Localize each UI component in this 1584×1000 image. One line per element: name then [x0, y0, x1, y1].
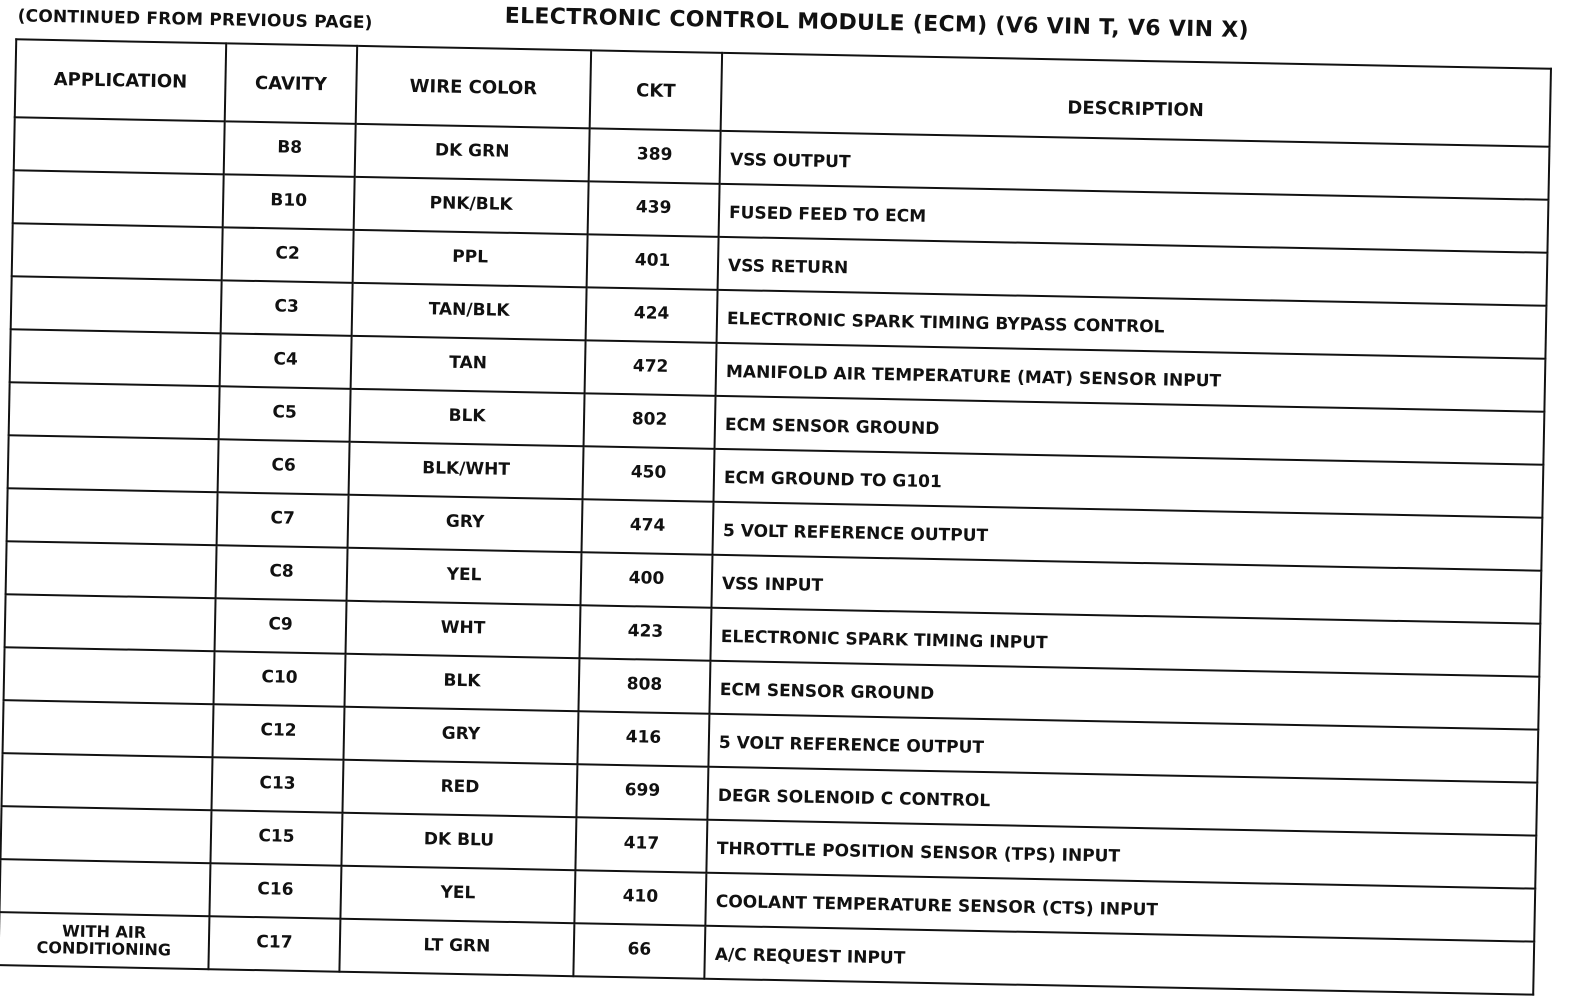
cell-wire-color: TAN/BLK: [352, 283, 587, 340]
cell-application: [1, 806, 212, 863]
cell-wire-color: WHT: [346, 601, 581, 658]
cell-application: [6, 541, 217, 598]
cell-application: [11, 276, 222, 333]
cell-description: VSS OUTPUT: [720, 131, 1550, 200]
cell-wire-color: DK GRN: [355, 124, 590, 181]
cell-ckt: 474: [582, 499, 714, 555]
cell-cavity: C12: [213, 704, 345, 760]
cell-description: FUSED FEED TO ECM: [719, 184, 1549, 253]
cell-wire-color: GRY: [343, 707, 578, 764]
cell-ckt: 423: [579, 605, 711, 661]
column-header-application: APPLICATION: [15, 39, 226, 121]
cell-cavity: C15: [210, 810, 342, 866]
cell-wire-color: BLK: [350, 389, 585, 446]
cell-wire-color: YEL: [340, 866, 575, 923]
cell-description: ELECTRONIC SPARK TIMING BYPASS CONTROL: [717, 290, 1547, 359]
cell-wire-color: LT GRN: [339, 919, 574, 976]
cell-ckt: 400: [580, 552, 712, 608]
cell-description: COOLANT TEMPERATURE SENSOR (CTS) INPUT: [705, 873, 1535, 942]
cell-wire-color: RED: [342, 760, 577, 817]
cell-cavity: B10: [223, 174, 355, 230]
cell-cavity: C3: [221, 280, 353, 336]
cell-cavity: C4: [220, 333, 352, 389]
cell-cavity: C8: [216, 545, 348, 601]
cell-cavity: C17: [208, 916, 340, 972]
ecm-connector-table: [0, 38, 1552, 995]
continued-note: (CONTINUED FROM PREVIOUS PAGE): [17, 6, 373, 34]
cell-description: ELECTRONIC SPARK TIMING INPUT: [710, 608, 1540, 677]
cell-wire-color: GRY: [348, 495, 583, 552]
cell-description: THROTTLE POSITION SENSOR (TPS) INPUT: [706, 820, 1536, 889]
cell-description: ECM SENSOR GROUND: [715, 396, 1545, 465]
cell-cavity: C2: [222, 227, 354, 283]
cell-cavity: C9: [215, 598, 347, 654]
cell-application: [0, 859, 210, 916]
cell-wire-color: BLK: [344, 654, 579, 711]
cell-description: VSS RETURN: [718, 237, 1548, 306]
cell-ckt: 472: [585, 340, 717, 396]
cell-wire-color: PPL: [353, 230, 588, 287]
cell-ckt: 416: [577, 711, 709, 767]
cell-ckt: 417: [575, 817, 707, 873]
cell-description: A/C REQUEST INPUT: [704, 926, 1534, 995]
cell-ckt: 66: [573, 923, 705, 979]
cell-wire-color: PNK/BLK: [354, 177, 589, 234]
cell-application: [14, 117, 225, 174]
column-header-description: DESCRIPTION: [721, 53, 1551, 147]
cell-description: 5 VOLT REFERENCE OUTPUT: [712, 502, 1542, 571]
cell-application: [10, 329, 221, 386]
cell-description: DEGR SOLENOID C CONTROL: [707, 767, 1537, 836]
cell-ckt: 401: [587, 234, 719, 290]
cell-application: [4, 647, 215, 704]
cell-ckt: 450: [583, 446, 715, 502]
cell-cavity: C10: [214, 651, 346, 707]
cell-cavity: C7: [217, 492, 349, 548]
cell-application: [2, 753, 213, 810]
cell-application: [13, 170, 224, 227]
cell-description: ECM GROUND TO G101: [713, 449, 1543, 518]
cell-cavity: C16: [209, 863, 341, 919]
cell-ckt: 808: [578, 658, 710, 714]
column-header-cavity: CAVITY: [225, 43, 357, 124]
cell-description: VSS INPUT: [711, 555, 1541, 624]
column-header-ckt: CKT: [590, 50, 722, 131]
cell-application: WITH AIR CONDITIONING: [0, 912, 209, 969]
cell-cavity: C5: [219, 386, 351, 442]
cell-ckt: 389: [589, 128, 721, 184]
cell-application: [7, 488, 218, 545]
page-title: ELECTRONIC CONTROL MODULE (ECM) (V6 VIN T, V6 VIN X): [504, 3, 1250, 43]
cell-application: [8, 435, 219, 492]
cell-ckt: 424: [586, 287, 718, 343]
cell-cavity: C13: [211, 757, 343, 813]
cell-wire-color: YEL: [347, 548, 582, 605]
cell-wire-color: DK BLU: [341, 813, 576, 870]
cell-wire-color: BLK/WHT: [349, 442, 584, 499]
cell-description: ECM SENSOR GROUND: [709, 661, 1539, 730]
cell-description: 5 VOLT REFERENCE OUTPUT: [708, 714, 1538, 783]
cell-description: MANIFOLD AIR TEMPERATURE (MAT) SENSOR INPUT: [716, 343, 1546, 412]
cell-cavity: B8: [224, 121, 356, 177]
cell-application: [5, 594, 216, 651]
cell-cavity: C6: [218, 439, 350, 495]
column-header-wire-color: WIRE COLOR: [356, 46, 591, 128]
cell-ckt: 802: [584, 393, 716, 449]
table-body: [0, 117, 1549, 994]
cell-application: [3, 700, 214, 757]
cell-ckt: 699: [576, 764, 708, 820]
cell-wire-color: TAN: [351, 336, 586, 393]
cell-ckt: 410: [574, 870, 706, 926]
cell-ckt: 439: [588, 181, 720, 237]
cell-application: [12, 223, 223, 280]
cell-application: [9, 382, 220, 439]
